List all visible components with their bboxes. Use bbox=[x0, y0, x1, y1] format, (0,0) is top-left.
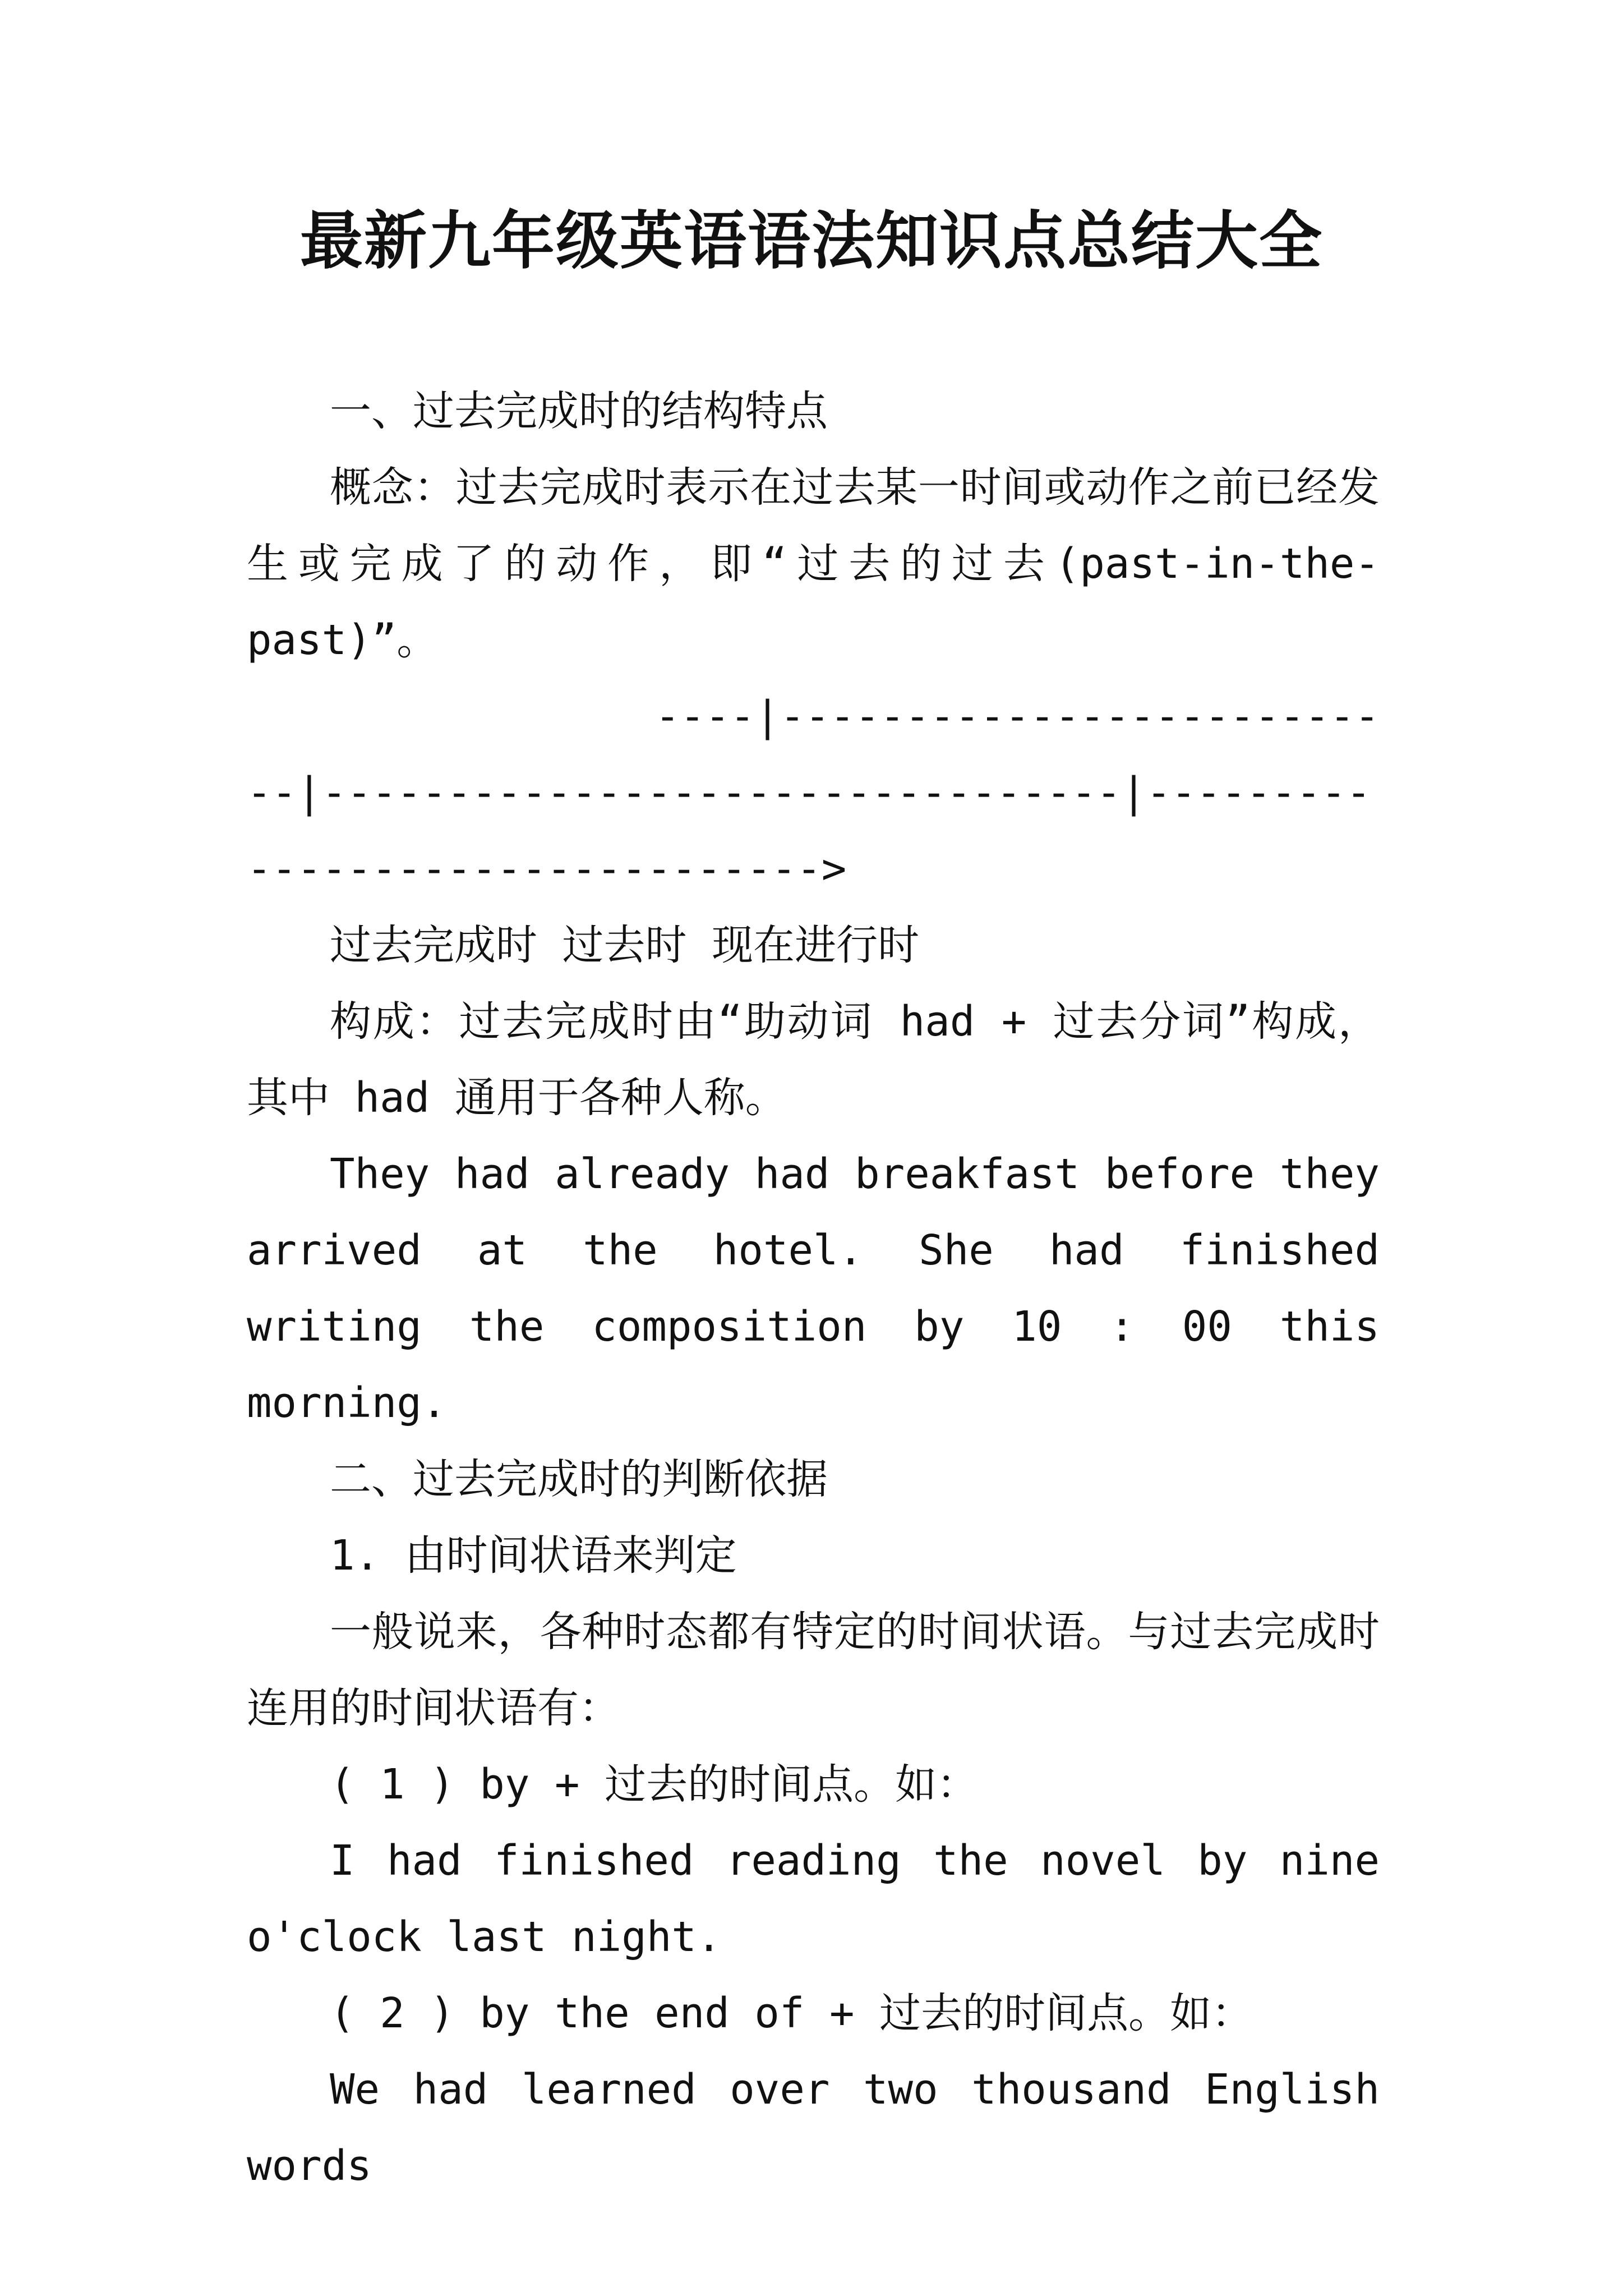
document-body bbox=[247, 373, 1380, 2204]
paragraph-section-1-heading: 一、过去完成时的结构特点 bbox=[330, 387, 828, 435]
paragraph-structure: 构成：过去完成时由“助动词 had + 过去分词”构成，其中 had 通用于各种人称。 bbox=[247, 997, 1380, 1122]
paragraph-item-2: ( 2 ) by the end of + 过去的时间点。如： bbox=[330, 1989, 1253, 2037]
paragraph-example-1: They had already had breakfast before they arrived at the hotel. She had finished writing the composition by 10 : 00 this morning. bbox=[247, 1150, 1380, 1427]
paragraph-concept: 概念：过去完成时表示在过去某一时间或动作之前已经发生或完成了的动作，即“过去的过去(past-in-the-past)”。 bbox=[247, 463, 1380, 664]
paragraph-item-1: ( 1 ) by + 过去的时间点。如： bbox=[330, 1760, 979, 1809]
timeline-labels: 过去完成时 过去时 现在进行时 bbox=[330, 921, 920, 969]
paragraph-section-2-heading: 二、过去完成时的判断依据 bbox=[330, 1455, 828, 1503]
document-title: 最新九年级英语语法知识点总结大全 bbox=[300, 204, 1323, 278]
paragraph-subheading-1: 1. 由时间状语来判定 bbox=[330, 1531, 737, 1580]
paragraph-example-2: I had finished reading the novel by nine o'clock last night. bbox=[247, 1837, 1380, 1961]
paragraph-time-adverbials: 一般说来，各种时态都有特定的时间状语。与过去完成时连用的时间状语有： bbox=[247, 1608, 1380, 1732]
paragraph-example-3: We had learned over two thousand English words bbox=[247, 2065, 1380, 2190]
timeline-arrow: ----|--------------------------|--------------------------------|--------------------------------> bbox=[247, 692, 1380, 893]
